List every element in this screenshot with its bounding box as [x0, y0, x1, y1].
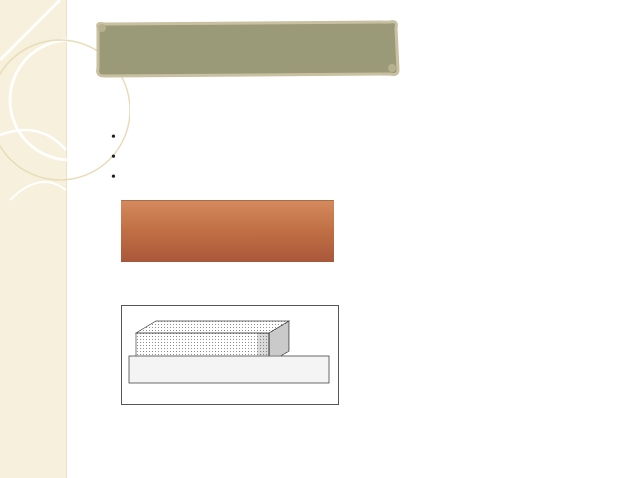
measurement-diagram [121, 305, 339, 405]
bullet-item: • [111, 130, 116, 145]
wooden-ruler-image [121, 200, 334, 262]
bullet-item: • [111, 170, 116, 185]
title-banner [94, 18, 400, 78]
bullet-list [111, 128, 121, 188]
bullet-item: • [111, 150, 116, 165]
banner-title [94, 18, 400, 78]
